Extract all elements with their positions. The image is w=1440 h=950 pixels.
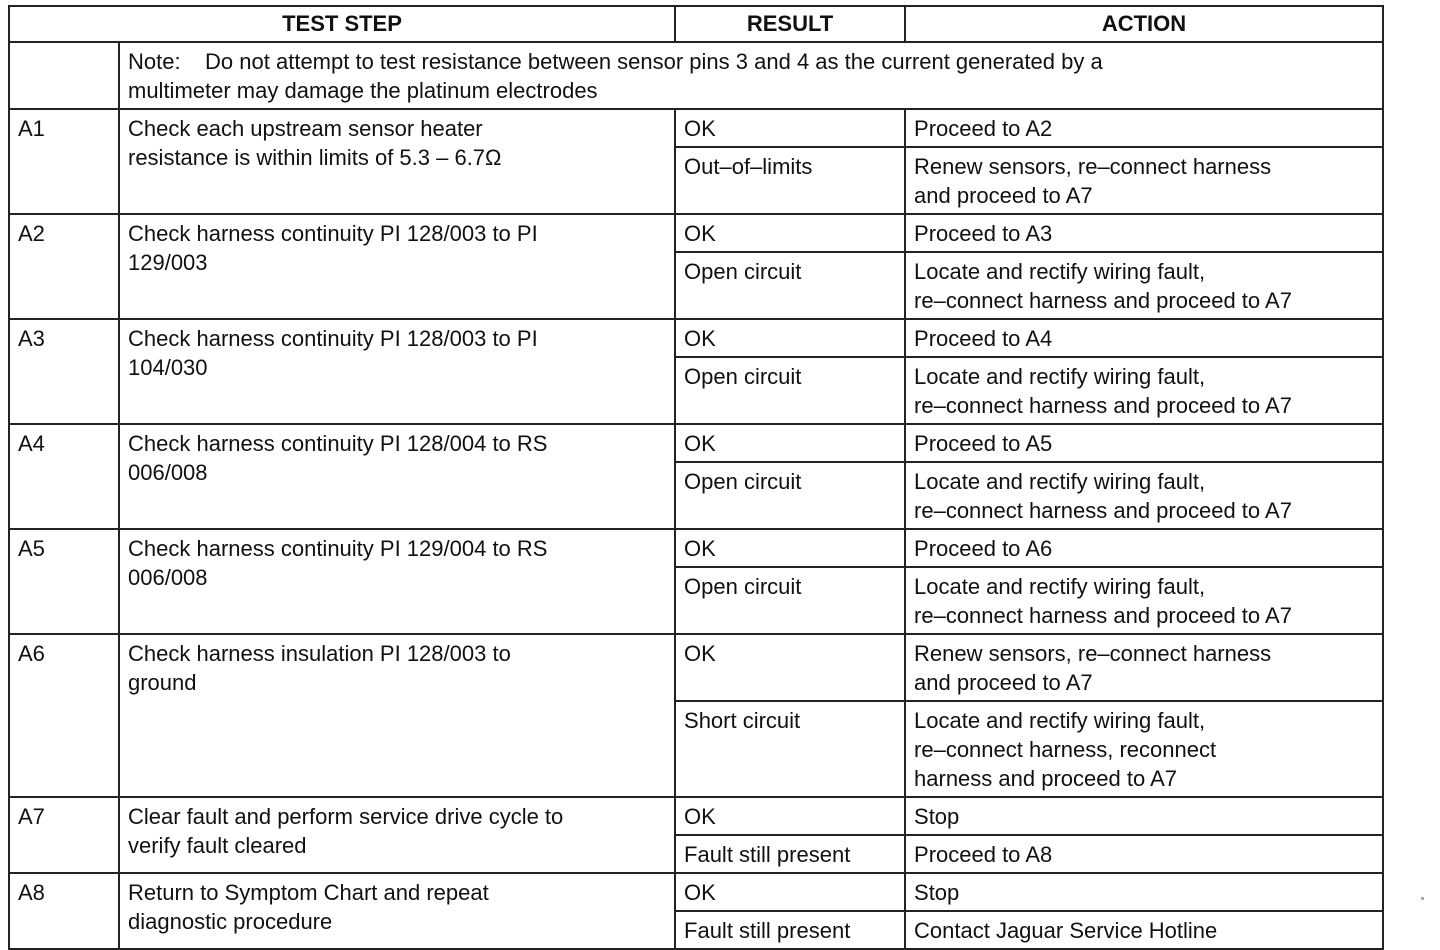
note-line-1 [128, 47, 1376, 76]
action-cell [905, 357, 1383, 424]
action-line-1: Proceed to A4 [914, 326, 1053, 351]
action-line-2: re–connect harness and proceed to A7 [914, 498, 1292, 523]
step-line-2: 006/008 [128, 565, 208, 590]
action-cell [905, 214, 1383, 252]
header-action: ACTION [905, 6, 1383, 42]
action-line-1: Proceed to A6 [914, 536, 1053, 561]
result-cell: OK [675, 873, 905, 911]
action-cell [905, 873, 1383, 911]
action-cell [905, 634, 1383, 701]
action-cell [905, 567, 1383, 634]
action-line-1: Locate and rectify wiring fault, [914, 259, 1206, 284]
action-line-2: and proceed to A7 [914, 670, 1093, 695]
step-line-2: 129/003 [128, 250, 208, 275]
result-cell: OK [675, 109, 905, 147]
action-line-1: Stop [914, 880, 960, 905]
action-line-1: Stop [914, 804, 960, 829]
step-line-1: Check harness continuity PI 128/004 to RS [128, 431, 548, 456]
action-line-2: re–connect harness and proceed to A7 [914, 603, 1292, 628]
result-cell: OK [675, 424, 905, 462]
action-cell [905, 797, 1383, 835]
action-line-1: Proceed to A8 [914, 842, 1053, 867]
action-line-2: re–connect harness and proceed to A7 [914, 393, 1292, 418]
action-line-1: Renew sensors, re–connect harness [914, 154, 1272, 179]
action-line-2: re–connect harness, reconnect [914, 737, 1217, 762]
step-line-2: resistance is within limits of 5.3 – 6.7Ω [128, 145, 502, 170]
result-cell: OK [675, 529, 905, 567]
note-empty-cell [9, 42, 119, 109]
step-id: A3 [9, 319, 119, 424]
action-cell [905, 109, 1383, 147]
step-row-a1-ok [9, 109, 1383, 147]
result-cell: Out–of–limits [675, 147, 905, 214]
action-line-1: Locate and rectify wiring fault, [914, 574, 1206, 599]
action-cell [905, 424, 1383, 462]
action-cell [905, 319, 1383, 357]
step-line-1: Clear fault and perform service drive cycle to [128, 804, 564, 829]
action-cell [905, 701, 1383, 797]
action-line-2: re–connect harness and proceed to A7 [914, 288, 1292, 313]
step-id: A4 [9, 424, 119, 529]
step-description [119, 214, 675, 319]
note-cell [119, 42, 1383, 109]
step-row-a5-ok [9, 529, 1383, 567]
step-description [119, 319, 675, 424]
step-description [119, 424, 675, 529]
step-line-2: 006/008 [128, 460, 208, 485]
step-id: A5 [9, 529, 119, 634]
action-line-1: Proceed to A5 [914, 431, 1053, 456]
step-line-2: diagnostic procedure [128, 909, 333, 934]
result-cell: Short circuit [675, 701, 905, 797]
note-row [9, 42, 1383, 109]
note-text: Do not attempt to test resistance between sensor pins 3 and 4 as the current generated by a [205, 49, 1103, 74]
step-line-2: verify fault cleared [128, 833, 307, 858]
step-line-2: ground [128, 670, 197, 695]
note-label: Note: [128, 49, 181, 74]
action-line-1: Proceed to A3 [914, 221, 1053, 246]
step-line-1: Check each upstream sensor heater [128, 116, 483, 141]
step-id: A6 [9, 634, 119, 797]
step-line-1: Check harness continuity PI 128/003 to PI [128, 326, 538, 351]
diagnostic-table [8, 5, 1384, 950]
step-id: A8 [9, 873, 119, 949]
header-row [9, 6, 1383, 42]
result-cell: Open circuit [675, 252, 905, 319]
action-cell [905, 911, 1383, 949]
step-description [119, 634, 675, 797]
result-cell: Fault still present [675, 835, 905, 873]
result-cell: Fault still present [675, 911, 905, 949]
step-id: A7 [9, 797, 119, 873]
step-row-a8-ok [9, 873, 1383, 911]
action-cell [905, 147, 1383, 214]
result-cell: Open circuit [675, 462, 905, 529]
action-line-1: Locate and rectify wiring fault, [914, 364, 1206, 389]
header-result: RESULT [675, 6, 905, 42]
action-line-1: Renew sensors, re–connect harness [914, 641, 1272, 666]
result-cell: OK [675, 214, 905, 252]
step-line-2: 104/030 [128, 355, 208, 380]
result-cell: Open circuit [675, 567, 905, 634]
note-line-2: multimeter may damage the platinum electrodes [128, 78, 598, 103]
action-line-1: Contact Jaguar Service Hotline [914, 918, 1218, 943]
result-cell: OK [675, 319, 905, 357]
header-test-step: TEST STEP [9, 6, 675, 42]
step-description [119, 109, 675, 214]
action-line-2: and proceed to A7 [914, 183, 1093, 208]
result-cell: Open circuit [675, 357, 905, 424]
action-cell [905, 835, 1383, 873]
step-line-1: Return to Symptom Chart and repeat [128, 880, 489, 905]
step-description [119, 797, 675, 873]
action-cell [905, 252, 1383, 319]
step-id: A1 [9, 109, 119, 214]
step-line-1: Check harness continuity PI 128/003 to PI [128, 221, 538, 246]
step-row-a7-ok [9, 797, 1383, 835]
result-cell: OK [675, 634, 905, 701]
step-description [119, 529, 675, 634]
step-row-a4-ok [9, 424, 1383, 462]
action-line-3: harness and proceed to A7 [914, 766, 1177, 791]
scan-speck [1421, 897, 1424, 900]
step-id: A2 [9, 214, 119, 319]
action-line-1: Proceed to A2 [914, 116, 1053, 141]
action-line-1: Locate and rectify wiring fault, [914, 469, 1206, 494]
result-cell: OK [675, 797, 905, 835]
step-row-a3-ok [9, 319, 1383, 357]
step-line-1: Check harness continuity PI 129/004 to RS [128, 536, 548, 561]
step-row-a2-ok [9, 214, 1383, 252]
action-cell [905, 529, 1383, 567]
step-description [119, 873, 675, 949]
action-cell [905, 462, 1383, 529]
step-row-a6-ok [9, 634, 1383, 701]
step-line-1: Check harness insulation PI 128/003 to [128, 641, 511, 666]
action-line-1: Locate and rectify wiring fault, [914, 708, 1206, 733]
